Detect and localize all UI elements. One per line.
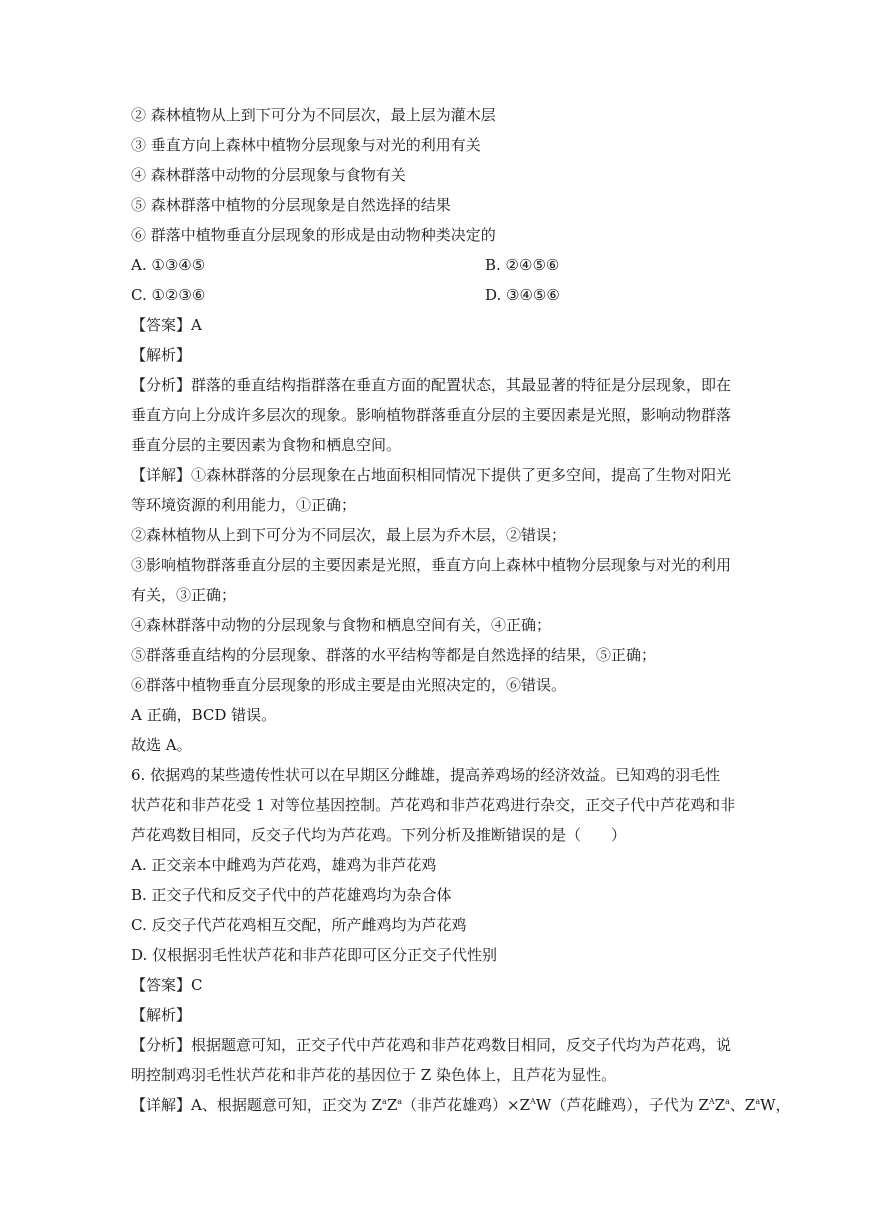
q5-xiangjie-line-1: 【详解】①森林群落的分层现象在占地面积相同情况下提供了更多空间，提高了生物对阳光 (131, 466, 732, 484)
q6-stem-line-1: 6. 依据鸡的某些遗传性状可以在早期区分雌雄，提高养鸡场的经济效益。已知鸡的羽毛性 (131, 766, 721, 784)
q5-option-a: A. ①③④⑤ (131, 256, 206, 274)
statement-3: ③ 垂直方向上森林中植物分层现象与对光的利用有关 (131, 136, 481, 154)
q5-xiangjie-line-2: 等环境资源的利用能力，①正确； (131, 496, 357, 514)
q5-choice: 故选 A。 (131, 736, 192, 754)
q6-fenxi-line-1: 【分析】根据题意可知，正交子代中芦花鸡和非芦花鸡数目相同，反交子代均为芦花鸡，说 (131, 1036, 732, 1054)
statement-2: ② 森林植物从上到下可分为不同层次，最上层为灌木层 (131, 106, 496, 124)
q5-option-row-1 (131, 255, 743, 275)
q6-xiangjie-line-1 (131, 1095, 791, 1115)
allele-superscript: a (725, 1097, 730, 1106)
allele-superscript: a (382, 1097, 387, 1106)
q6-xiangjie-text-2: Z (386, 1096, 398, 1114)
q6-analysis-label: 【解析】 (131, 1006, 192, 1024)
q5-fenxi-line-3: 垂直分层的主要因素为食物和栖息空间。 (131, 436, 402, 454)
q5-option-c: C. ①②③⑥ (131, 286, 206, 304)
allele-superscript: A (708, 1097, 715, 1106)
q5-xiangjie-line-4: ③影响植物群落垂直分层的主要因素是光照，垂直方向上森林中植物分层现象与对光的利用 (131, 556, 732, 574)
q5-fenxi-line-1: 【分析】群落的垂直结构指群落在垂直方面的配置状态，其最显著的特征是分层现象，即在 (131, 376, 732, 394)
q6-xiangjie-text-3: （非芦花雄鸡）×Z (402, 1096, 531, 1114)
q6-xiangjie-text-1: 【详解】A、根据题意可知，正交为 Z (131, 1096, 383, 1114)
q5-option-b: B. ②④⑤⑥ (485, 256, 560, 274)
q5-conclusion: A 正确，BCD 错误。 (131, 706, 277, 724)
q5-option-row-2 (131, 285, 743, 305)
q6-option-c: C. 反交子代芦花鸡相互交配，所产雌鸡均为芦花鸡 (131, 916, 467, 934)
q6-fenxi-line-2: 明控制鸡羽毛性状芦花和非芦花的基因位于 Z 染色体上，且芦花为显性。 (131, 1066, 616, 1084)
q5-fenxi-line-2: 垂直方向上分成许多层次的现象。影响植物群落垂直分层的主要因素是光照，影响动物群落 (131, 406, 732, 424)
q5-xiangjie-line-7: ⑤群落垂直结构的分层现象、群落的水平结构等都是自然选择的结果，⑤正确； (131, 646, 657, 664)
q6-option-d: D. 仅根据羽毛性状芦花和非芦花即可区分正交子代性别 (131, 946, 498, 964)
q5-option-d: D. ③④⑤⑥ (485, 286, 560, 304)
q5-answer: 【答案】A (131, 316, 202, 334)
q6-answer: 【答案】C (131, 976, 203, 994)
q5-xiangjie-line-5: 有关，③正确； (131, 586, 237, 604)
allele-superscript: a (397, 1097, 403, 1106)
q5-xiangjie-line-3: ②森林植物从上到下可分为不同层次，最上层为乔木层，②错误； (131, 526, 567, 544)
q6-xiangjie-text-6: 、Z (729, 1096, 756, 1114)
allele-superscript: a (755, 1097, 761, 1106)
statement-4: ④ 森林群落中动物的分层现象与食物有关 (131, 166, 406, 184)
q5-xiangjie-line-6: ④森林群落中动物的分层现象与食物和栖息空间有关，④正确； (131, 616, 552, 634)
q6-option-a: A. 正交亲本中雌鸡为芦花鸡，雄鸡为非芦花鸡 (131, 856, 437, 874)
allele-superscript: A (530, 1097, 536, 1106)
q6-xiangjie-text-5: Z (714, 1096, 726, 1114)
statement-6: ⑥ 群落中植物垂直分层现象的形成是由动物种类决定的 (131, 226, 496, 244)
q6-xiangjie-text-4: W（芦花雌鸡），子代为 Z (535, 1096, 709, 1114)
q5-xiangjie-line-8: ⑥群落中植物垂直分层现象的形成主要是由光照决定的，⑥错误。 (131, 676, 567, 694)
q6-stem-line-2: 状芦花和非芦花受 1 对等位基因控制。芦花鸡和非芦花鸡进行杂交，正交子代中芦花鸡和非 (131, 796, 736, 814)
q6-xiangjie-text-7: W， (760, 1096, 791, 1114)
q5-analysis-label: 【解析】 (131, 346, 192, 364)
statement-5: ⑤ 森林群落中植物的分层现象是自然选择的结果 (131, 196, 451, 214)
q6-option-b: B. 正交子代和反交子代中的芦花雄鸡均为杂合体 (131, 886, 452, 904)
q6-stem-line-3: 芦花鸡数目相同，反交子代均为芦花鸡。下列分析及推断错误的是（ ） (131, 826, 627, 844)
